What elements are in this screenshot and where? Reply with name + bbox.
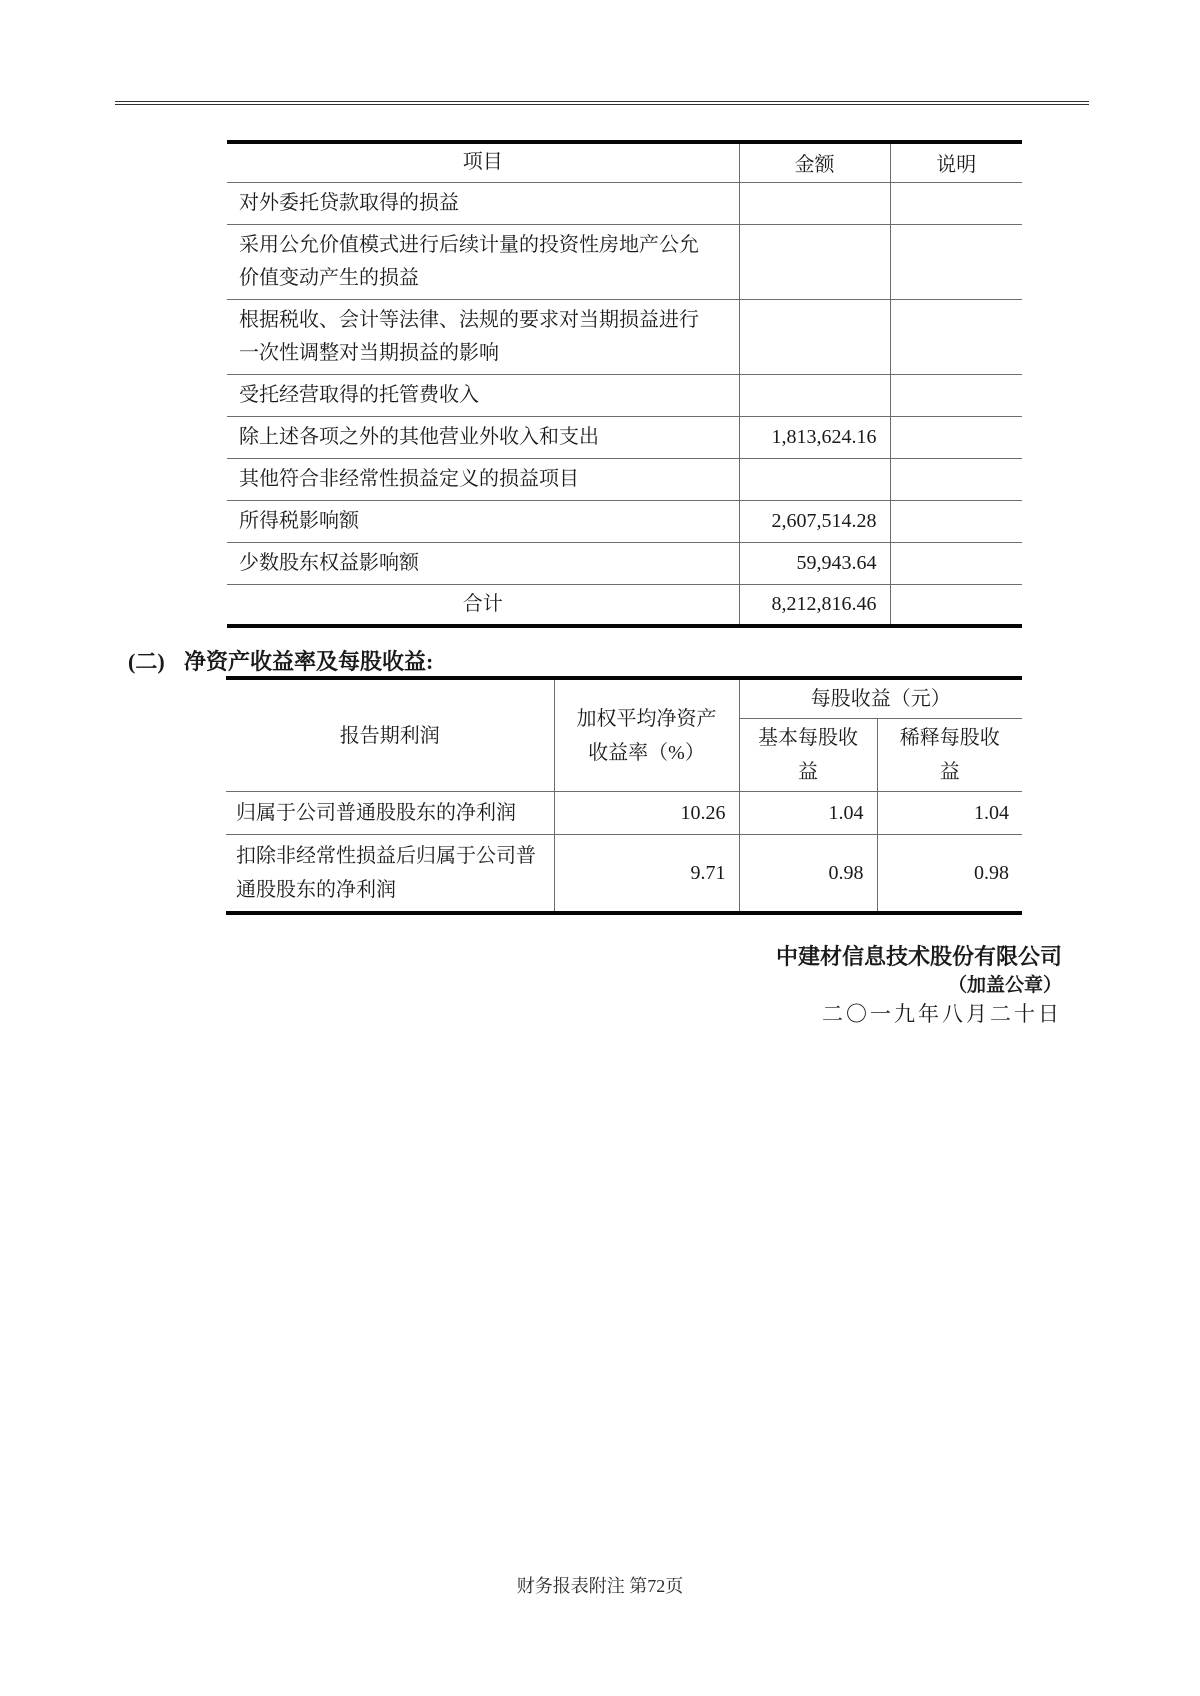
table-total-row [227, 584, 1022, 626]
item-cell: 根据税收、会计等法律、法规的要求对当期损益进行一次性调整对当期损益的影响 [239, 308, 699, 364]
total-label-cell: 合计 [462, 592, 503, 615]
column-header-item: 项目 [462, 151, 503, 174]
item-cell: 其他符合非经常性损益定义的损益项目 [239, 467, 579, 490]
roe-eps-table [226, 676, 1022, 915]
amount-cell: 1,813,624.16 [739, 416, 890, 458]
diluted-eps-cell: 1.04 [877, 792, 1022, 835]
item-cell: 扣除非经常性损益后归属于公司普通股股东的净利润 [226, 835, 554, 914]
note-cell [890, 458, 1022, 500]
note-cell [890, 224, 1022, 299]
column-header-report-profit: 报告期利润 [226, 678, 554, 792]
amount-cell [739, 458, 890, 500]
note-cell [890, 542, 1022, 584]
table-row [226, 835, 1022, 914]
amount-cell: 2,607,514.28 [739, 500, 890, 542]
column-header-note: 说明 [890, 142, 1022, 182]
column-header-eps-group: 每股收益（元） [739, 678, 1022, 719]
table-header-row [227, 142, 1022, 182]
column-header-basic-eps: 基本每股收益 [739, 719, 877, 792]
item-cell: 除上述各项之外的其他营业外收入和支出 [239, 425, 599, 448]
item-cell: 所得税影响额 [239, 509, 359, 532]
column-header-amount: 金额 [739, 142, 890, 182]
note-cell [890, 374, 1022, 416]
item-cell: 受托经营取得的托管费收入 [239, 383, 479, 406]
column-header-diluted-eps: 稀释每股收益 [877, 719, 1022, 792]
note-cell [890, 416, 1022, 458]
table-row [227, 542, 1022, 584]
note-cell [890, 500, 1022, 542]
table-row [227, 500, 1022, 542]
basic-eps-cell: 1.04 [739, 792, 877, 835]
note-cell [890, 584, 1022, 626]
total-amount-cell: 8,212,816.46 [739, 584, 890, 626]
table-row [227, 299, 1022, 374]
table-row [227, 374, 1022, 416]
column-header-weighted-roe: 加权平均净资产收益率（%） [554, 678, 739, 792]
roe-cell: 10.26 [554, 792, 739, 835]
item-cell: 少数股东权益影响额 [239, 551, 419, 574]
table-row [227, 224, 1022, 299]
company-name: 中建材信息技术股份有限公司 [775, 944, 1062, 969]
table-row [226, 792, 1022, 835]
roe-cell: 9.71 [554, 835, 739, 914]
item-cell: 对外委托贷款取得的损益 [239, 191, 459, 214]
page-footer: 财务报表附注 第72页 [516, 1576, 684, 1596]
item-cell: 归属于公司普通股股东的净利润 [226, 792, 554, 835]
section-heading [128, 645, 433, 676]
amount-cell [739, 182, 890, 224]
signature-block [776, 942, 1062, 1029]
note-cell [890, 299, 1022, 374]
note-cell [890, 182, 1022, 224]
seal-note: （加盖公章） [947, 975, 1062, 996]
signature-date: 二〇一九年八月二十日 [822, 1002, 1062, 1026]
amount-cell [739, 224, 890, 299]
table-row [227, 182, 1022, 224]
table-header-row-group [226, 678, 1022, 719]
section-title: 净资产收益率及每股收益: [184, 649, 434, 674]
section-number: (二) [128, 649, 165, 674]
nonrecurring-items-table [227, 140, 1022, 628]
diluted-eps-cell: 0.98 [877, 835, 1022, 914]
page-header-rule [115, 101, 1089, 105]
amount-cell [739, 374, 890, 416]
table-row [227, 416, 1022, 458]
amount-cell [739, 299, 890, 374]
amount-cell: 59,943.64 [739, 542, 890, 584]
item-cell: 采用公允价值模式进行后续计量的投资性房地产公允价值变动产生的损益 [239, 233, 699, 289]
basic-eps-cell: 0.98 [739, 835, 877, 914]
table-row [227, 458, 1022, 500]
